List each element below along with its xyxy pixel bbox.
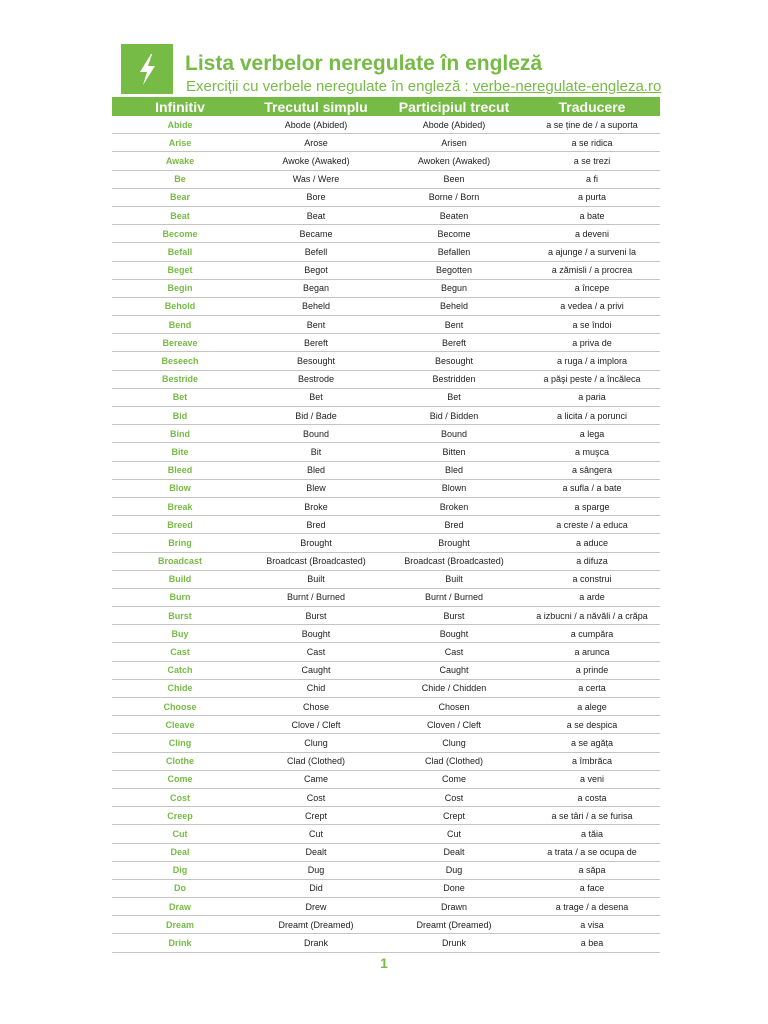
past-participle-cell: Caught [439,665,469,676]
infinitive-cell: Chide [167,683,193,694]
past-simple-cell: Crept [304,810,327,821]
infinitive-cell: Do [174,883,186,894]
translation-cell: a visa [580,919,604,930]
past-participle-cell: Cut [446,828,461,839]
past-simple-cell: Awoke (Awaked) [282,155,350,166]
table-row [112,171,660,189]
table-row [112,462,660,480]
past-participle-cell: Dug [445,865,463,876]
past-simple-cell: Cut [308,828,323,839]
translation-cell: a trata / a se ocupa de [547,847,637,858]
translation-cell: a creste / a educa [556,519,628,530]
past-participle-cell: Been [443,174,465,185]
past-simple-cell: Bore [306,192,326,203]
page-subtitle [186,78,661,95]
table-row [112,844,660,862]
past-participle-cell: Bestridden [432,374,476,385]
header-past-participle: Participiul trecut [398,98,510,115]
infinitive-cell: Bestride [161,374,198,385]
infinitive-cell: Be [174,174,186,185]
past-participle-cell: Broken [439,501,469,512]
table-row [112,207,660,225]
past-participle-cell: Cast [444,647,464,658]
past-simple-cell: Besought [296,356,336,367]
past-participle-cell: Cost [444,792,464,803]
table-row [112,189,660,207]
infinitive-cell: Dig [172,865,188,876]
table-row [112,389,660,407]
table-row [112,825,660,843]
table-row [112,425,660,443]
header-translation: Traducere [558,98,626,115]
past-participle-cell: Bred [444,519,464,530]
table-row [112,880,660,898]
past-simple-cell: Clung [304,737,328,748]
table-row [112,116,660,134]
infinitive-cell: Clothe [166,756,194,767]
table-row [112,407,660,425]
translation-cell: a face [579,883,605,894]
irregular-verbs-table [112,97,660,953]
infinitive-cell: Abide [167,119,193,130]
infinitive-cell: Come [167,774,193,785]
past-participle-cell: Dreamt (Dreamed) [416,919,492,930]
past-participle-cell: Begun [440,283,468,294]
translation-cell: a trage / a desena [555,901,629,912]
past-simple-cell: Begot [304,265,328,276]
translation-cell: a ajunge / a surveni la [547,246,637,257]
past-simple-cell: Brought [300,537,332,548]
past-simple-cell: Cast [306,647,326,658]
page-title: Lista verbelor neregulate în engleză [185,52,543,75]
infinitive-cell: Bring [168,537,192,548]
table-row [112,916,660,934]
translation-cell: a veni [579,774,605,785]
past-simple-cell: Caught [301,665,331,676]
table-body [112,116,660,953]
subtitle-text: Exerciții cu verbele neregulate în engleză : [186,78,473,95]
table-row [112,898,660,916]
table-row [112,262,660,280]
past-participle-cell: Beheld [439,301,469,312]
infinitive-cell: Break [167,501,193,512]
past-simple-cell: Beat [306,210,326,221]
past-simple-cell: Broadcast (Broadcasted) [266,556,366,567]
translation-cell: a difuza [576,556,608,567]
page-number: 1 [380,955,388,971]
table-row [112,807,660,825]
past-participle-cell: Arisen [441,137,467,148]
infinitive-cell: Arise [168,137,192,148]
translation-cell: a bea [580,938,604,949]
table-row [112,789,660,807]
table-row [112,662,660,680]
past-participle-cell: Burnt / Burned [424,592,484,603]
past-simple-cell: Did [309,883,323,894]
past-simple-cell: Clove / Cleft [291,719,341,730]
past-simple-cell: Arose [304,137,328,148]
translation-cell: a se trezi [573,155,611,166]
past-simple-cell: Came [303,774,328,785]
past-participle-cell: Bent [444,319,464,330]
table-row [112,607,660,625]
infinitive-cell: Deal [170,847,190,858]
past-participle-cell: Befallen [437,246,471,257]
translation-cell: a construi [572,574,612,585]
table-row [112,334,660,352]
infinitive-cell: Beat [170,210,190,221]
translation-cell: a se agăța [570,737,614,748]
past-simple-cell: Cost [306,792,326,803]
infinitive-cell: Beseech [161,356,199,367]
translation-cell: a certa [578,683,606,694]
past-participle-cell: Bitten [442,446,466,457]
past-simple-cell: Chose [302,701,329,712]
lightning-bolt-icon [121,44,173,94]
translation-cell: a îmbrăca [571,756,613,767]
translation-cell: a paria [578,392,606,403]
past-simple-cell: Bid / Bade [295,410,337,421]
table-row [112,480,660,498]
table-row [112,862,660,880]
infinitive-cell: Bend [168,319,192,330]
past-participle-cell: Built [445,574,463,585]
past-simple-cell: Clad (Clothed) [286,756,346,767]
past-simple-cell: Built [307,574,325,585]
translation-cell: a aduce [575,537,609,548]
infinitive-cell: Bid [172,410,188,421]
past-participle-cell: Blown [441,483,467,494]
table-row [112,625,660,643]
past-participle-cell: Drunk [441,938,466,949]
infinitive-cell: Bear [169,192,190,203]
past-participle-cell: Brought [438,537,470,548]
table-row [112,134,660,152]
table-row [112,316,660,334]
past-participle-cell: Bid / Bidden [429,410,479,421]
table-row [112,243,660,261]
table-row [112,152,660,170]
past-simple-cell: Befell [304,246,328,257]
table-row [112,571,660,589]
table-row [112,698,660,716]
translation-cell: a fi [585,174,598,185]
past-participle-cell: Besought [434,356,474,367]
translation-cell: a se ridica [571,137,613,148]
translation-cell: a sângera [571,465,613,476]
infinitive-cell: Build [168,574,192,585]
translation-cell: a costa [577,792,607,803]
translation-cell: a ruga / a implora [556,356,628,367]
table-row [112,225,660,243]
past-participle-cell: Clung [442,737,466,748]
past-participle-cell: Bled [444,465,463,476]
table-row [112,298,660,316]
past-simple-cell: Bred [306,519,326,530]
infinitive-cell: Draw [168,901,191,912]
translation-cell: a arde [579,592,605,603]
past-simple-cell: Bled [306,465,325,476]
past-simple-cell: Chid [306,683,326,694]
past-simple-cell: Blew [306,483,326,494]
infinitive-cell: Blow [169,483,191,494]
past-participle-cell: Awoken (Awaked) [417,155,491,166]
past-participle-cell: Come [441,774,466,785]
past-simple-cell: Was / Were [292,174,340,185]
infinitive-cell: Drink [168,938,192,949]
infinitive-cell: Cost [170,792,190,803]
infinitive-cell: Cling [168,737,192,748]
past-participle-cell: Dealt [443,847,465,858]
past-participle-cell: Clad (Clothed) [424,756,484,767]
infinitive-cell: Bleed [167,465,193,476]
translation-cell: a săpa [578,865,606,876]
translation-cell: a cumpăra [570,628,614,639]
past-simple-cell: Bought [301,628,331,639]
past-simple-cell: Broke [304,501,328,512]
past-participle-cell: Bereft [441,337,466,348]
infinitive-cell: Catch [167,665,193,676]
table-row [112,280,660,298]
past-participle-cell: Drawn [440,901,467,912]
infinitive-cell: Cleave [165,719,195,730]
past-participle-cell: Broadcast (Broadcasted) [404,556,504,567]
table-row [112,680,660,698]
table-row [112,534,660,552]
translation-cell: a purta [577,192,607,203]
infinitive-cell: Behold [164,301,196,312]
table-row [112,352,660,370]
translation-cell: a muşca [574,446,609,457]
past-participle-cell: Beaten [439,210,469,221]
infinitive-cell: Beget [167,265,193,276]
past-simple-cell: Drew [305,901,327,912]
past-participle-cell: Chosen [438,701,470,712]
header-past-simple: Trecutul simplu [264,98,368,115]
past-participle-cell: Done [443,883,465,894]
table-row [112,553,660,571]
translation-cell: a izbucni / a năvăli / a crăpa [536,610,648,621]
translation-cell: a se ține de / a suporta [546,119,638,130]
past-simple-cell: Bit [310,446,322,457]
past-simple-cell: Dreamt (Dreamed) [278,919,354,930]
translation-cell: a se despica [566,719,618,730]
translation-cell: a bate [579,210,605,221]
infinitive-cell: Creep [167,810,193,821]
table-row [112,498,660,516]
past-participle-cell: Cloven / Cleft [426,719,482,730]
infinitive-cell: Choose [163,701,197,712]
translation-cell: a începe [574,283,610,294]
infinitive-cell: Bind [170,428,190,439]
website-link[interactable]: verbe-neregulate-engleza.ro [472,78,662,95]
past-simple-cell: Beheld [301,301,331,312]
table-header [112,97,660,116]
translation-cell: a deveni [574,228,610,239]
past-simple-cell: Drank [303,938,328,949]
infinitive-cell: Bite [171,446,189,457]
table-row [112,734,660,752]
translation-cell: a sufla / a bate [562,483,622,494]
infinitive-cell: Breed [167,519,193,530]
infinitive-cell: Befall [167,246,193,257]
translation-cell: a arunca [574,647,610,658]
past-participle-cell: Borne / Born [428,192,480,203]
translation-cell: a se îndoi [572,319,612,330]
header-infinitive: Infinitiv [155,98,205,115]
past-simple-cell: Bound [302,428,330,439]
infinitive-cell: Bet [172,392,188,403]
past-simple-cell: Burst [305,610,327,621]
translation-cell: a prinde [575,665,609,676]
infinitive-cell: Buy [171,628,189,639]
past-participle-cell: Abode (Abided) [422,119,486,130]
past-participle-cell: Burst [443,610,465,621]
table-row [112,516,660,534]
translation-cell: a priva de [572,337,612,348]
infinitive-cell: Bereave [162,337,198,348]
translation-cell: a tăia [580,828,604,839]
translation-cell: a se târi / a se furisa [551,810,633,821]
past-simple-cell: Bestrode [297,374,335,385]
past-participle-cell: Bet [447,392,461,403]
past-simple-cell: Became [299,228,333,239]
past-simple-cell: Bereft [303,337,328,348]
translation-cell: a alege [577,701,607,712]
table-row [112,771,660,789]
infinitive-cell: Become [162,228,198,239]
past-simple-cell: Dealt [305,847,327,858]
infinitive-cell: Broadcast [157,556,202,567]
infinitive-cell: Burst [168,610,192,621]
past-participle-cell: Bought [439,628,469,639]
translation-cell: a vedea / a privi [560,301,624,312]
translation-cell: a licita / a porunci [556,410,628,421]
infinitive-cell: Begin [167,283,193,294]
infinitive-cell: Awake [165,155,195,166]
translation-cell: a lega [579,428,605,439]
infinitive-cell: Burn [169,592,191,603]
table-row [112,589,660,607]
table-row [112,716,660,734]
translation-cell: a sparge [574,501,610,512]
past-simple-cell: Began [302,283,330,294]
past-participle-cell: Chide / Chidden [421,683,487,694]
past-simple-cell: Bet [309,392,323,403]
table-row [112,443,660,461]
infinitive-cell: Cut [172,828,188,839]
past-participle-cell: Crept [442,810,465,821]
past-simple-cell: Dug [307,865,325,876]
lightning-bolt-svg [121,44,173,94]
table-row [112,753,660,771]
past-participle-cell: Begotten [435,265,473,276]
infinitive-cell: Dream [165,919,194,930]
past-simple-cell: Bent [306,319,326,330]
past-simple-cell: Abode (Abided) [284,119,348,130]
infinitive-cell: Cast [170,647,190,658]
translation-cell: a zămisli / a procrea [551,265,633,276]
table-row [112,643,660,661]
translation-cell: a păşi peste / a încăleca [543,374,641,385]
table-row [112,371,660,389]
table-row [112,934,660,952]
past-simple-cell: Burnt / Burned [286,592,346,603]
past-participle-cell: Become [437,228,471,239]
past-participle-cell: Bound [440,428,468,439]
